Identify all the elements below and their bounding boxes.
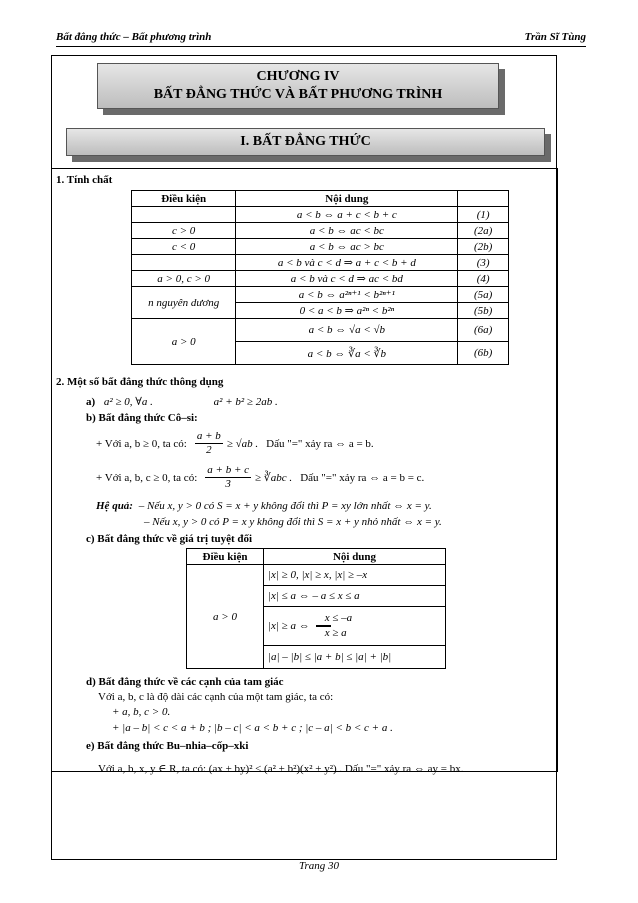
row-cond: a > 0 (132, 319, 236, 365)
table-row (132, 207, 509, 223)
cosi-2 (96, 430, 374, 457)
abs-cond: a > 0 (187, 565, 264, 669)
row-content: a < b ⇔ ∛a < ∛b (236, 342, 458, 365)
row-tag: (5a) (458, 287, 509, 303)
page-number: Trang 30 (298, 860, 340, 872)
ineq-a (86, 395, 278, 408)
table-row (132, 319, 509, 342)
row-content: a < b ⇔ √a < √b (236, 319, 458, 342)
row-content: a < b và c < d ⇒ a + c < b + d (236, 255, 458, 271)
cosi-3-frac (205, 464, 251, 491)
row-cond: a > 0, c > 0 (132, 271, 236, 287)
header-right: Trần Sĩ Tùng (524, 31, 586, 43)
case-2: x ≥ a (324, 627, 347, 639)
abs-table (186, 548, 446, 669)
properties-table (131, 190, 509, 365)
table-row (132, 239, 509, 255)
col-condition: Điều kiện (132, 191, 236, 207)
triangle-title: d) Bất đẳng thức về các cạnh của tam giác (86, 676, 284, 688)
row-cond: n nguyên dương (132, 287, 236, 319)
header-left: Bất đẳng thức – Bất phương trình (56, 31, 212, 43)
page-header (56, 30, 586, 47)
chapter-title: BẤT ĐẲNG THỨC VÀ BẤT PHƯƠNG TRÌNH (153, 87, 443, 102)
abs-row3-lhs: |x| ≥ a ⇔ (268, 620, 310, 632)
cosi-title: b) Bất đẳng thức Cô–si: (86, 412, 198, 424)
row-cond: c < 0 (132, 239, 236, 255)
ineq-a1: a² ≥ 0, ∀a . (103, 396, 153, 408)
col-content: Nội dung (236, 191, 458, 207)
table-row (132, 223, 509, 239)
ineq-a2: a² + b² ≥ 2ab . (213, 396, 278, 408)
frac-num: a + b + c (207, 464, 249, 476)
row-tag: (1) (458, 207, 509, 223)
chapter-number: CHƯƠNG IV (256, 69, 340, 84)
frac-den: 3 (225, 478, 231, 490)
row-tag: (6b) (458, 342, 509, 365)
corollary-1-text: – Nếu x, y > 0 có S = x + y không đổi thì P = xy lớn nhất ⇔ x = y. (138, 500, 432, 512)
abs-row: |x| ≤ a ⇔ – a ≤ x ≤ a (264, 586, 446, 607)
abs-col-condition: Điều kiện (187, 549, 264, 565)
table-row (132, 287, 509, 303)
abs-col-content: Nội dung (264, 549, 446, 565)
abs-row: |x| ≥ 0, |x| ≥ x, |x| ≥ –x (264, 565, 446, 586)
triangle-inequalities: + |a – b| < c < a + b ; |b – c| < a < b + c ; |c – a| < b < c + a . (112, 722, 393, 734)
row-content: a < b ⇔ ac > bc (236, 239, 458, 255)
cosi-3-rhs: ≥ ∛abc . (255, 472, 293, 484)
frac-num: a + b (196, 430, 221, 442)
row-content: a < b ⇔ a + c < b + c (236, 207, 458, 223)
row-content: a < b và c < d ⇒ ac < bd (236, 271, 458, 287)
triangle-positive: + a, b, c > 0. (112, 706, 171, 718)
abs-row (264, 607, 446, 646)
row-content: 0 < a < b ⇒ a²ⁿ < b²ⁿ (236, 303, 458, 319)
cosi-3-pre: + Với a, b, c ≥ 0, ta có: (96, 471, 198, 484)
row-tag: (2b) (458, 239, 509, 255)
row-cond (132, 207, 236, 223)
cosi-3-post: Dấu "=" xảy ra ⇔ a = b = c. (300, 471, 425, 484)
a-label: a) (86, 396, 96, 408)
row-content: a < b ⇔ ac < bc (236, 223, 458, 239)
table-row (132, 271, 509, 287)
cosi-2-post: Dấu "=" xảy ra ⇔ a = b. (266, 437, 374, 450)
section-banner: I. BẤT ĐẲNG THỨC (66, 128, 545, 156)
corollary-1 (96, 500, 432, 512)
col-tag (458, 191, 509, 207)
row-tag: (6a) (458, 319, 509, 342)
table-row (187, 565, 446, 586)
row-tag: (4) (458, 271, 509, 287)
bunyakovsky-statement: Với a, b, x, y ∈ R, ta có: (ax + by)² ≤ (a² + b²)(x² + y²) . Dấu "=" xảy ra ⇔ ay = bx. (98, 763, 464, 775)
abs-title: c) Bất đẳng thức về giá trị tuyệt đối (86, 533, 253, 545)
row-cond (132, 255, 236, 271)
bunyakovsky-title: e) Bất đẳng thức Bu–nhia–cốp–xki (86, 740, 249, 752)
row-tag: (5b) (458, 303, 509, 319)
corollary-2: – Nếu x, y > 0 có P = x y không đổi thì S = x + y nhỏ nhất ⇔ x = y. (144, 516, 442, 528)
corollary-label: Hệ quả: (96, 500, 133, 512)
frac-den: 2 (206, 444, 212, 456)
row-tag: (2a) (458, 223, 509, 239)
triangle-intro: Với a, b, c là độ dài các cạnh của một tam giác, ta có: (98, 691, 334, 703)
s1-title: 1. Tính chất (56, 174, 113, 186)
s2-title: 2. Một số bất đẳng thức thông dụng (56, 376, 224, 388)
cosi-2-pre: + Với a, b ≥ 0, ta có: (96, 437, 187, 450)
abs-row: |a| – |b| ≤ |a + b| ≤ |a| + |b| (264, 646, 446, 669)
row-content: a < b ⇔ a²ⁿ⁺¹ < b²ⁿ⁺¹ (236, 287, 458, 303)
chapter-banner (97, 63, 499, 109)
cosi-2-rhs: ≥ √ab . (226, 437, 259, 450)
abs-row3-cases (325, 611, 352, 641)
row-cond: c > 0 (132, 223, 236, 239)
row-tag: (3) (458, 255, 509, 271)
cosi-3 (96, 464, 424, 491)
case-1: x ≤ –a (324, 612, 353, 624)
cosi-2-frac (195, 430, 223, 457)
table-row (132, 255, 509, 271)
